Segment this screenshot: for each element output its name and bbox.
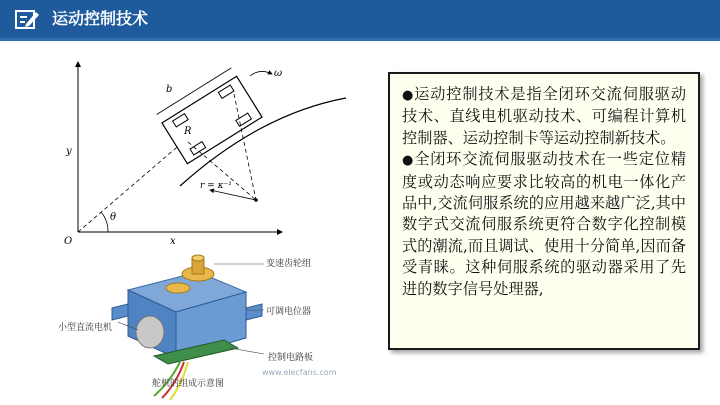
paragraph-1-text: 运动控制技术是指全闭环交流伺服驱动技术、直线电机驱动技术、可编程计算机控制器、运动控制卡等运动控制新技术。 (402, 85, 687, 147)
paragraph-1 (402, 84, 686, 149)
potentiometer-label: 可调电位器 (266, 307, 312, 317)
edit-icon (14, 7, 40, 31)
bullet-icon: ● (402, 88, 415, 103)
bullet-icon: ● (402, 153, 415, 169)
y-axis-label: y (66, 146, 72, 157)
vehicle-kinematics-diagram (60, 54, 380, 249)
content-panel (388, 72, 700, 350)
paragraph-2 (402, 149, 686, 300)
header-divider (0, 38, 720, 41)
radius-label: r = κ⁻¹ (200, 181, 232, 191)
board-label: 控制电路板 (268, 353, 314, 363)
motor-label: 小型直流电机 (58, 323, 113, 333)
gear-label: 变速齿轮组 (266, 259, 312, 269)
paragraph-2-text: 全闭环交流伺服驱动技术在一些定位精度或动态响应要求比较高的机电一体化产品中,交流伺服系统的应用越来越广泛,其中数字式交流伺服系统更符合数字化控制模式的潮流,而且调试、使用十分简单,因而备受青睐。这种伺服系统的驱动器采用了先进的数字信号处理器, (402, 150, 687, 298)
x-axis-label: x (170, 236, 176, 247)
figure-caption: 舵机的组成示意图 (152, 379, 225, 389)
title-bar (0, 0, 720, 38)
page-title: 运动控制技术 (52, 9, 149, 28)
origin-label: O (64, 236, 73, 247)
omega-label: ω (274, 68, 283, 79)
watermark: www.elecfans.com (262, 368, 337, 377)
R-label: R (184, 126, 192, 137)
b-label: b (166, 84, 173, 95)
theta-label: θ (110, 212, 117, 223)
